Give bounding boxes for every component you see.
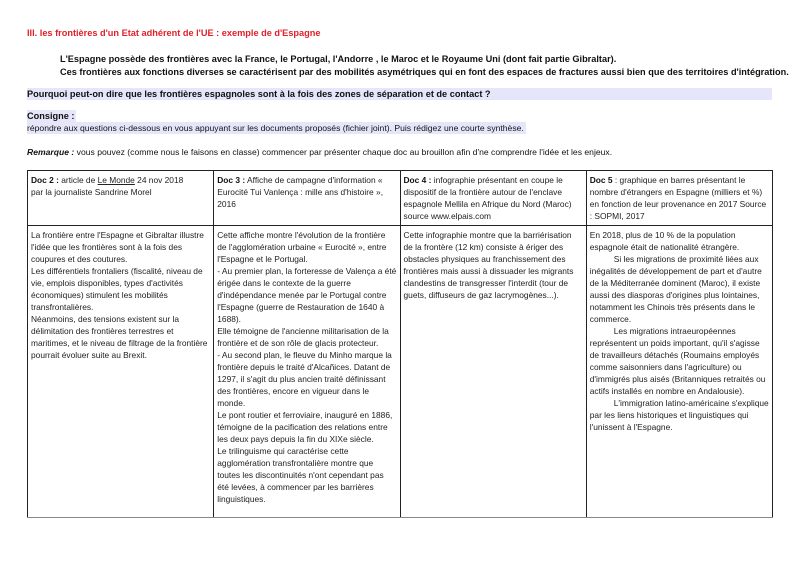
doc3-para: Le trilinguisme qui caractérise cette agglomération transfrontalière montre que toutes les discontinuités n'ont cependant pas été levées, à commencer par les barrières linguistiques. [217, 446, 384, 504]
doc4-label: Doc 4 : [403, 175, 432, 185]
intro-line-1: L'Espagne possède des frontières avec la France, le Portugal, l'Andorre , le Maroc et le Royaume Uni (dont fait partie Gibraltar). [60, 54, 617, 64]
doc5-label: Doc 5 [589, 175, 613, 185]
doc3-para: Elle témoigne de l'ancienne militarisation de la frontière et de son rôle de glacis protecteur. [217, 326, 389, 348]
remark-text: vous pouvez (comme nous le faisons en classe) commencer par présenter chaque doc au brouillon afin d'ne comprendre l'idée et les enjeux. [74, 147, 613, 157]
documents-table [27, 170, 773, 518]
doc2-header [28, 171, 214, 226]
doc3-para: Cette affiche montre l'évolution de la frontière de l'agglomération urbaine « Eurocité », entre l'Espagne et le Portugal. [217, 230, 387, 264]
table-body-row [28, 226, 773, 518]
doc3-body [214, 226, 400, 518]
doc5-para: L'immigration latino-américaine s'explique par les liens historiques et linguistiques qui l'unissent à l'Espagne. [589, 398, 769, 432]
doc2-date: 24 nov 2018 [134, 175, 184, 185]
doc5-header-text: : graphique en barres présentant le nombre d'étrangers en Espagne (milliers et %) en fonction de leur provenance en 2017 Source : SOPMI, 2017 [589, 175, 767, 221]
intro-paragraph [60, 53, 789, 78]
doc4-para: Cette infographie montre que la barriérisation de la frontère (12 km) consiste à ériger des obstacles physiques au franchissement des frontières mais aussi à dissuader les migrants clandestins de transgresser l'interdit (tour de guets, diffuseurs de gaz lacrymogènes...). [403, 230, 574, 300]
doc3-para: - Au premier plan, la forteresse de Valença a été érigée dans le contexte de la guerre d'indépendance menée par le Portugal contre l'Espagne (guerre de Restauration de 1640 à 1688). [217, 266, 397, 324]
section-title: III. les frontières d'un Etat adhérent de l'UE : exemple de d'Espagne [27, 28, 321, 38]
doc2-header-text: article de [58, 175, 98, 185]
problematic-question: Pourquoi peut-on dire que les frontières espagnoles sont à la fois des zones de séparation et de contact ? [27, 88, 772, 100]
consigne-label: Consigne : [27, 111, 75, 121]
doc5-para: Les migrations intraeuropéennes représentent un poids important, qu'il s'agisse de travailleurs détachés (Roumains employés comme saisonniers dans l'agriculture) ou d'immigrés plus aisés (Britanniques retraités ou actifs installés en nombre en Andalousie). [589, 326, 766, 396]
consigne-text: répondre aux questions ci-dessous en vous appuyant sur les documents proposés (fichier joint). Puis rédigez une courte synthèse. [27, 123, 524, 133]
doc2-author: par la journaliste Sandrine Morel [31, 187, 152, 197]
doc3-header [214, 171, 400, 226]
doc4-header [400, 171, 586, 226]
table-header-row [28, 171, 773, 226]
doc2-para: Les différentiels frontaliers (fiscalité, niveau de vie, emplois disponibles, types d'activités économiques) stimulent les mobilités transfrontalières. [31, 266, 203, 312]
doc3-para: Le pont routier et ferroviaire, inauguré en 1886, témoigne de la pacification des relations entre les deux pays depuis la fin du XIXe siècle. [217, 410, 393, 444]
doc5-para: Si les migrations de proximité liées aux inégalités de développement de part et d'autre de la Méditerranée dominent (Maroc), il existe aussi des diasporas d'origines plus lointaines, notamment les Chinois très présents dans le commerce. [589, 254, 762, 324]
doc2-para: Néanmoins, des tensions existent sur la délimitation des frontières terrestres et maritimes, et le niveau de filtrage de la frontière pourrait évoluer suite au Brexit. [31, 314, 208, 360]
doc5-body [586, 226, 772, 518]
doc3-label: Doc 3 : [217, 175, 246, 185]
doc2-body [28, 226, 214, 518]
remark-label: Remarque : [27, 147, 75, 157]
doc4-body [400, 226, 586, 518]
doc5-header [586, 171, 772, 226]
remark [27, 146, 612, 158]
doc5-para: En 2018, plus de 10 % de la population espagnole était de nationalité étrangère. [589, 230, 740, 252]
doc4-header-text: infographie présentant en coupe le dispositif de la frontière autour de l'enclave espagnole Mellila en Afrique du Nord (Maroc) source www.elpais.com [403, 175, 572, 221]
doc2-para: La frontière entre l'Espagne et Gibraltar illustre l'idée que les frontières sont à la fois des coupures et des coutures. [31, 230, 204, 264]
doc2-label: Doc 2 : [31, 175, 59, 185]
intro-line-2: Ces frontières aux fonctions diverses se caractérisent par des mobilités asymétriques qui en font des espaces de fractures aussi bien que des territoires d'intégration. [60, 66, 789, 77]
le-monde-link: Le Monde [97, 175, 135, 185]
doc3-header-text: Affiche de campagne d'information « Eurocité Tui Vanlença : mille ans d'histoire », 2016 [217, 175, 384, 209]
doc3-para: - Au second plan, le fleuve du Minho marque la frontière depuis le traité d'Alcañices. Datant de 1297, il s'agit du plus ancien traité définissant des frontières, encore en vigueur dans le monde. [217, 350, 392, 408]
